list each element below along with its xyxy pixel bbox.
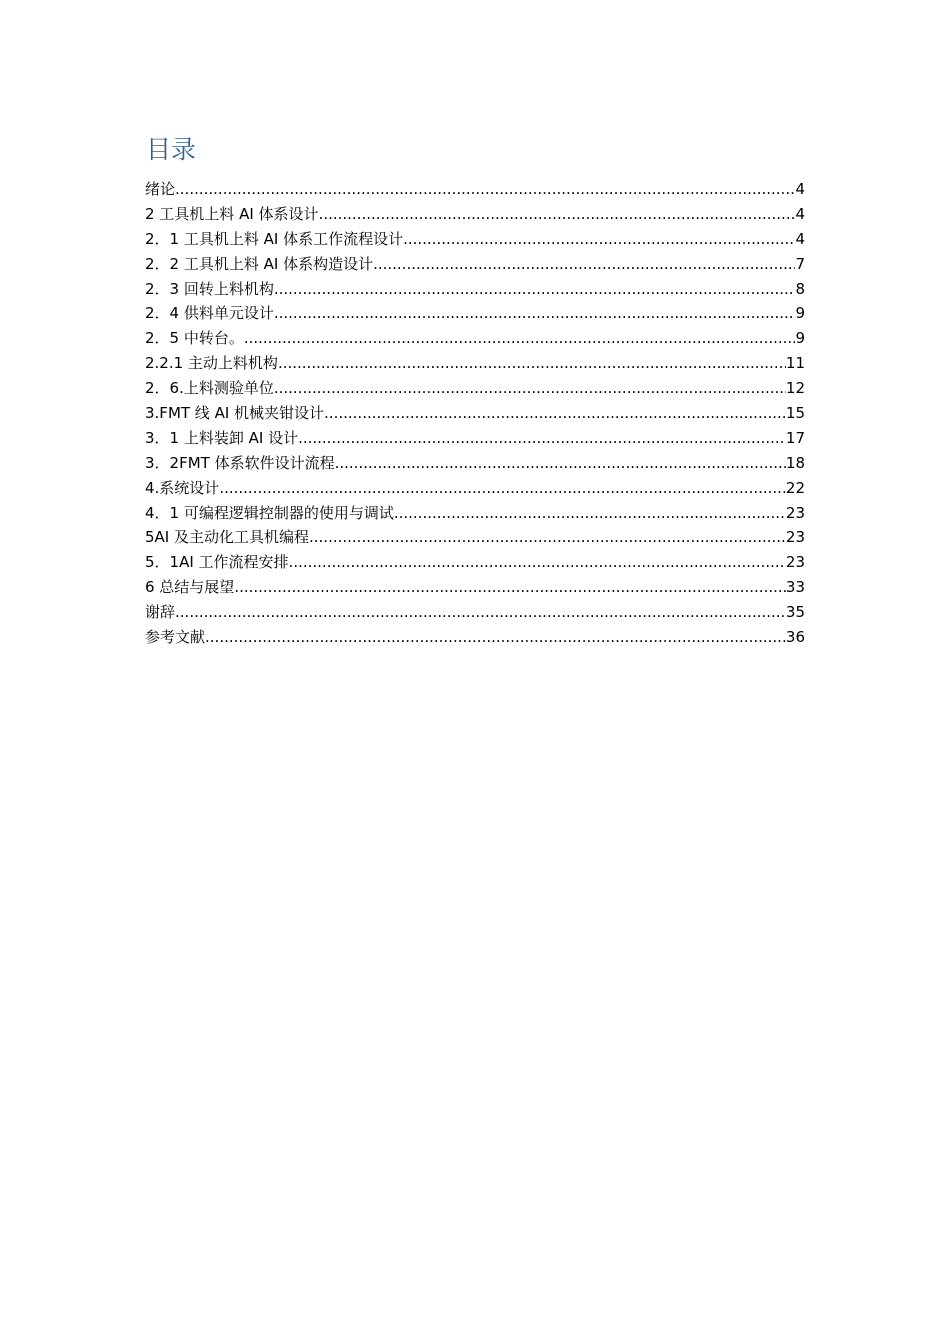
toc-leader-dots [335, 451, 786, 476]
toc-entry-label: 3．2FMT 体系软件设计流程 [145, 453, 335, 472]
toc-entry[interactable] [145, 600, 805, 625]
toc-entry-page: 33 [785, 578, 805, 597]
toc-entry[interactable] [145, 426, 805, 451]
toc-entry-page: 23 [785, 528, 805, 547]
toc-leader-dots [274, 376, 786, 401]
toc-entry[interactable] [145, 202, 805, 227]
toc-entry-label: 2．5 中转台。 [145, 329, 244, 348]
toc-leader-dots [175, 177, 795, 202]
toc-entry-page: 18 [785, 453, 805, 472]
toc-leader-dots [403, 227, 795, 252]
toc-entry-page: 23 [785, 553, 805, 572]
toc-leader-dots [309, 525, 786, 550]
toc-entry[interactable] [145, 501, 805, 526]
toc-entry[interactable] [145, 252, 805, 277]
toc-entry[interactable] [145, 451, 805, 476]
toc-entry[interactable] [145, 401, 805, 426]
toc-entry[interactable] [145, 177, 805, 202]
toc-entry-page: 22 [785, 478, 805, 497]
toc-entry-label: 2．2 工具机上料 AI 体系构造设计 [145, 254, 374, 273]
toc-entry[interactable] [145, 575, 805, 600]
toc-entry[interactable] [145, 301, 805, 326]
toc-leader-dots [278, 351, 786, 376]
toc-leader-dots [289, 550, 786, 575]
toc-entry[interactable] [145, 550, 805, 575]
toc-leader-dots [219, 476, 786, 501]
toc-entry[interactable] [145, 525, 805, 550]
toc-entry[interactable] [145, 326, 805, 351]
toc-leader-dots [234, 575, 786, 600]
toc-entry-label: 5．1AI 工作流程安排 [145, 553, 289, 572]
toc-entry-label: 谢辞 [145, 603, 176, 622]
toc-entry[interactable] [145, 476, 805, 501]
toc-list [145, 177, 805, 650]
toc-leader-dots [324, 401, 786, 426]
toc-entry-label: 5AI 及主动化工具机编程 [145, 528, 309, 547]
toc-entry-label: 参考文献 [145, 628, 206, 647]
toc-entry[interactable] [145, 376, 805, 401]
toc-leader-dots [175, 600, 786, 625]
toc-title: 目录 [146, 135, 197, 164]
toc-entry-label: 2．3 回转上料机构 [145, 279, 274, 298]
toc-entry-label: 2 工具机上料 AI 体系设计 [145, 204, 319, 223]
toc-leader-dots [244, 326, 796, 351]
toc-entry-page: 35 [785, 603, 805, 622]
toc-entry[interactable] [145, 351, 805, 376]
toc-entry-page: 8 [795, 279, 805, 298]
toc-entry-page: 11 [785, 354, 805, 373]
toc-entry-page: 15 [785, 404, 805, 423]
toc-entry[interactable] [145, 227, 805, 252]
toc-entry-label: 2．4 供料单元设计 [145, 304, 274, 323]
toc-entry-page: 4 [795, 180, 805, 198]
toc-entry-label: 6 总结与展望 [145, 578, 235, 597]
toc-entry[interactable] [145, 625, 805, 650]
toc-entry-label: 3.FMT 线 AI 机械夹钳设计 [145, 404, 325, 423]
toc-entry-label: 4.系统设计 [145, 478, 220, 497]
toc-entry-page: 36 [785, 628, 805, 647]
toc-entry-page: 9 [795, 304, 805, 323]
toc-entry-page: 4 [795, 229, 805, 248]
toc-leader-dots [298, 426, 786, 451]
toc-entry-label: 2．1 工具机上料 AI 体系工作流程设计 [145, 229, 404, 248]
toc-leader-dots [373, 252, 795, 277]
toc-entry-label: 2.2.1 主动上料机构 [145, 354, 278, 373]
toc-entry-label: 4．1 可编程逻辑控制器的使用与调试 [145, 503, 394, 522]
toc-leader-dots [394, 501, 786, 526]
toc-entry-page: 23 [785, 503, 805, 522]
toc-entry[interactable] [145, 277, 805, 302]
toc-entry-page: 17 [785, 428, 805, 447]
toc-leader-dots [319, 202, 796, 227]
toc-leader-dots [274, 277, 796, 302]
toc-entry-label: 绪论 [145, 180, 176, 198]
toc-leader-dots [274, 301, 796, 326]
toc-leader-dots [205, 625, 786, 650]
toc-entry-label: 3．1 上料装卸 AI 设计 [145, 428, 299, 447]
toc-entry-page: 9 [795, 329, 805, 348]
toc-entry-page: 4 [795, 204, 805, 223]
toc-entry-page: 12 [785, 379, 805, 398]
toc-entry-label: 2．6.上料测验单位 [145, 379, 274, 398]
toc-entry-page: 7 [795, 254, 805, 273]
